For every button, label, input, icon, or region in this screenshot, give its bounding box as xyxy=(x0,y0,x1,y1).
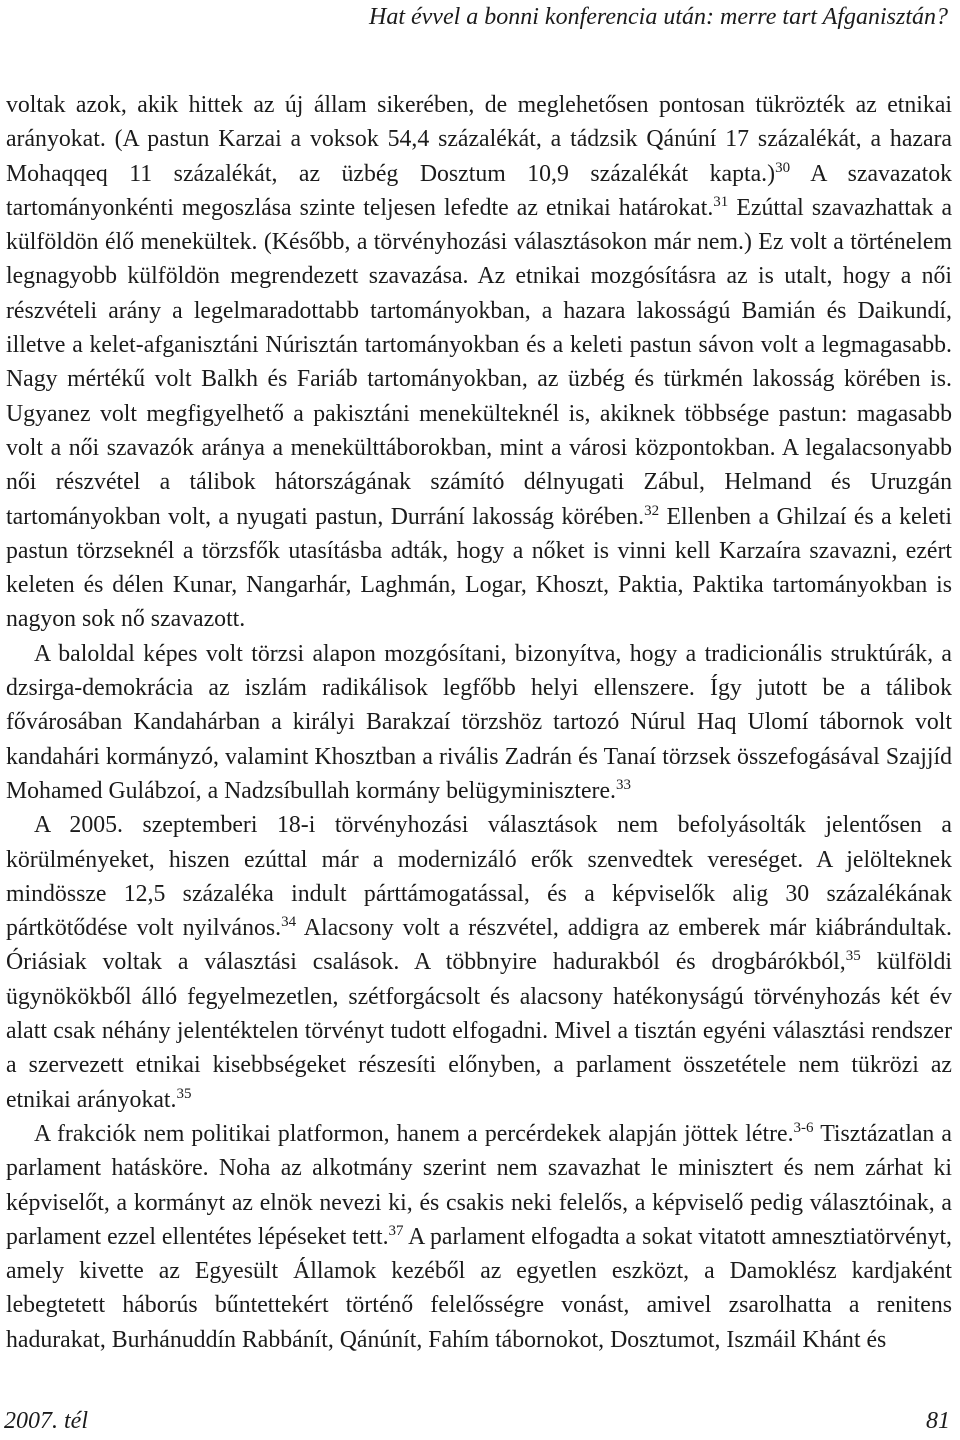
body-text-segment: A 2005. szeptemberi 18-i törvényhozási választások nem befolyásolták jelentősen a körülményeket, hiszen ezúttal már a modernizáló erők szenvedtek vereséget. A jelölteknek mindössze 12,5 százaléka indult párttámogatással, és a képviselők alig 30 százalékának pártkötődése volt nyilvános. xyxy=(6,812,952,942)
footnote-ref: 30 xyxy=(775,159,791,176)
paragraph xyxy=(6,88,952,637)
body-text-segment: voltak azok, akik hittek az új állam sikerében, de meglehetősen pontosan tükrözték az etnikai arányokat. (A pastun Karzai a voksok 54,4 százalékát, a tádzsik Qánúní 17 százalékát, a hazara Mohaqqeq 11 százalékát, az üzbég Dosztum 10,9 százalékát kapta.) xyxy=(6,92,952,187)
body-text-segment: A baloldal képes volt törzsi alapon mozgósítani, bizonyítva, hogy a tradicionális struktúrák, a dzsirga-demokrácia az iszlám radikálisok legfőbb helyi ellenszere. Így jutott be a tálibok fővárosában Kandahárban a királyi Barakzaí törzshöz tartozó Núrul Haq Ulomí tábornok volt kandahári kormányzó, valamint Khosztban a rivális Zadrán és Tanaí törzsek összefogásával Szajjíd Mohamed Gulábzoí, a Nadzsíbullah kormány belügyminisztere. xyxy=(6,640,952,804)
footnote-ref: 34 xyxy=(281,914,297,931)
footnote-ref: 37 xyxy=(388,1222,404,1239)
footnote-ref: 3-6 xyxy=(793,1119,814,1136)
footnote-ref: 32 xyxy=(644,502,660,519)
issue-label: 2007. tél xyxy=(4,1408,88,1434)
body-text-segment: Alacsony volt a részvétel, addigra az emberek már kiábrándultak. Óriásiak voltak a választási csalások. A többnyire hadurakból és drogbárókból, xyxy=(6,915,952,976)
body-text-segment: Ellenben a Ghilzaí és a keleti pastun törzseknél a törzsfők utasításba adták, hogy a nőket is vinni kell Karzaíra szavazni, ezért keleten és délen Kunar, Nangarhár, Laghmán, Logar, Khoszt, Paktia, Paktika tartományokban is nagyon sok nő szavazott. xyxy=(6,503,952,633)
body-text-segment: A szavazatok tartományonkénti megoszlása szinte teljesen lefedte az etnikai határokat. xyxy=(6,160,952,221)
paragraph xyxy=(6,1117,952,1357)
body-text-segment: Tisztázatlan a parlament hatásköre. Noha az alkotmány szerint nem szavazhat le minisztert és nem zárhat ki képviselőt, a kormányt az elnök nevezi ki, és csakis neki felelős, a képviselő pedig választóinak, a parlament ezzel ellentétes lépéseket tett. xyxy=(6,1120,952,1250)
footnote-ref: 35 xyxy=(845,948,861,965)
running-title: Hat évvel a bonni konferencia után: merre tart Afganisztán? xyxy=(368,4,948,30)
body-text-segment: A parlament elfogadta a sokat vitatott amnesztiatörvényt, amely kivette az Egyesült Államok kezéből az egyetlen eszközt, a Damoklész kardjaként lebegtetett háborús bűntettekért történő felelősségre vonást, amivel zsarolhatta a renitens hadurakat, Burhánuddín Rabbánít, Qánúnít, Fahím tábornokot, Dosztumot, Iszmáil Khánt és xyxy=(6,1223,953,1353)
footnote-ref: 35 xyxy=(176,1085,192,1102)
paragraph xyxy=(6,808,952,1117)
footnote-ref: 33 xyxy=(615,776,631,793)
body-text-segment: Ezúttal szavazhattak a külföldön élő menekültek. (Később, a törvényhozási választásokon már nem.) Ez volt a történelem legnagyobb külföldön megrendezett szavazása. Az etnikai mozgósításra az is utalt, hogy a női részvételi arány a legelmaradottabb tartományokban, a hazara lakosságú Bamián és Daikundí, illetve a kelet-afganisztáni Núrisztán tartományokban és a keleti pastun sávon volt a legmagasabb. Nagy mértékű volt Balkh és Fariáb tartományokban, az üzbég és türkmén lakosság körében is. Ugyanez volt megfigyelhető a pakisztáni menekülteknél is, akiknek többsége pastun: magasabb volt a női szavazók aránya a menekülttáborokban, mint a városi központokban. A legalacsonyabb női részvétel a tálibok hátországának számító délnyugati Zábul, Helmand és Uruzgán tartományokban volt, a nyugati pastun, Durrání lakosság körében. xyxy=(6,194,953,530)
body-text-segment: A frakciók nem politikai platformon, hanem a percérdekek alapján jöttek létre. xyxy=(34,1120,794,1147)
paragraph xyxy=(6,637,952,808)
page-number: 81 xyxy=(926,1408,950,1434)
article-body xyxy=(6,88,952,1357)
footnote-ref: 31 xyxy=(713,193,729,210)
body-text-segment: külföldi ügynökökből álló fegyelmezetlen, szétforgácsolt és alacsony hatékonyságú törvényhozás két év alatt csak néhány jelentéktelen törvényt tudott elfogadni. Mivel a tisztán egyéni választási rendszer a szervezett etnikai kisebbségeket részesíti előnyben, a parlament összetétele nem tükrözi az etnikai arányokat. xyxy=(6,949,952,1113)
